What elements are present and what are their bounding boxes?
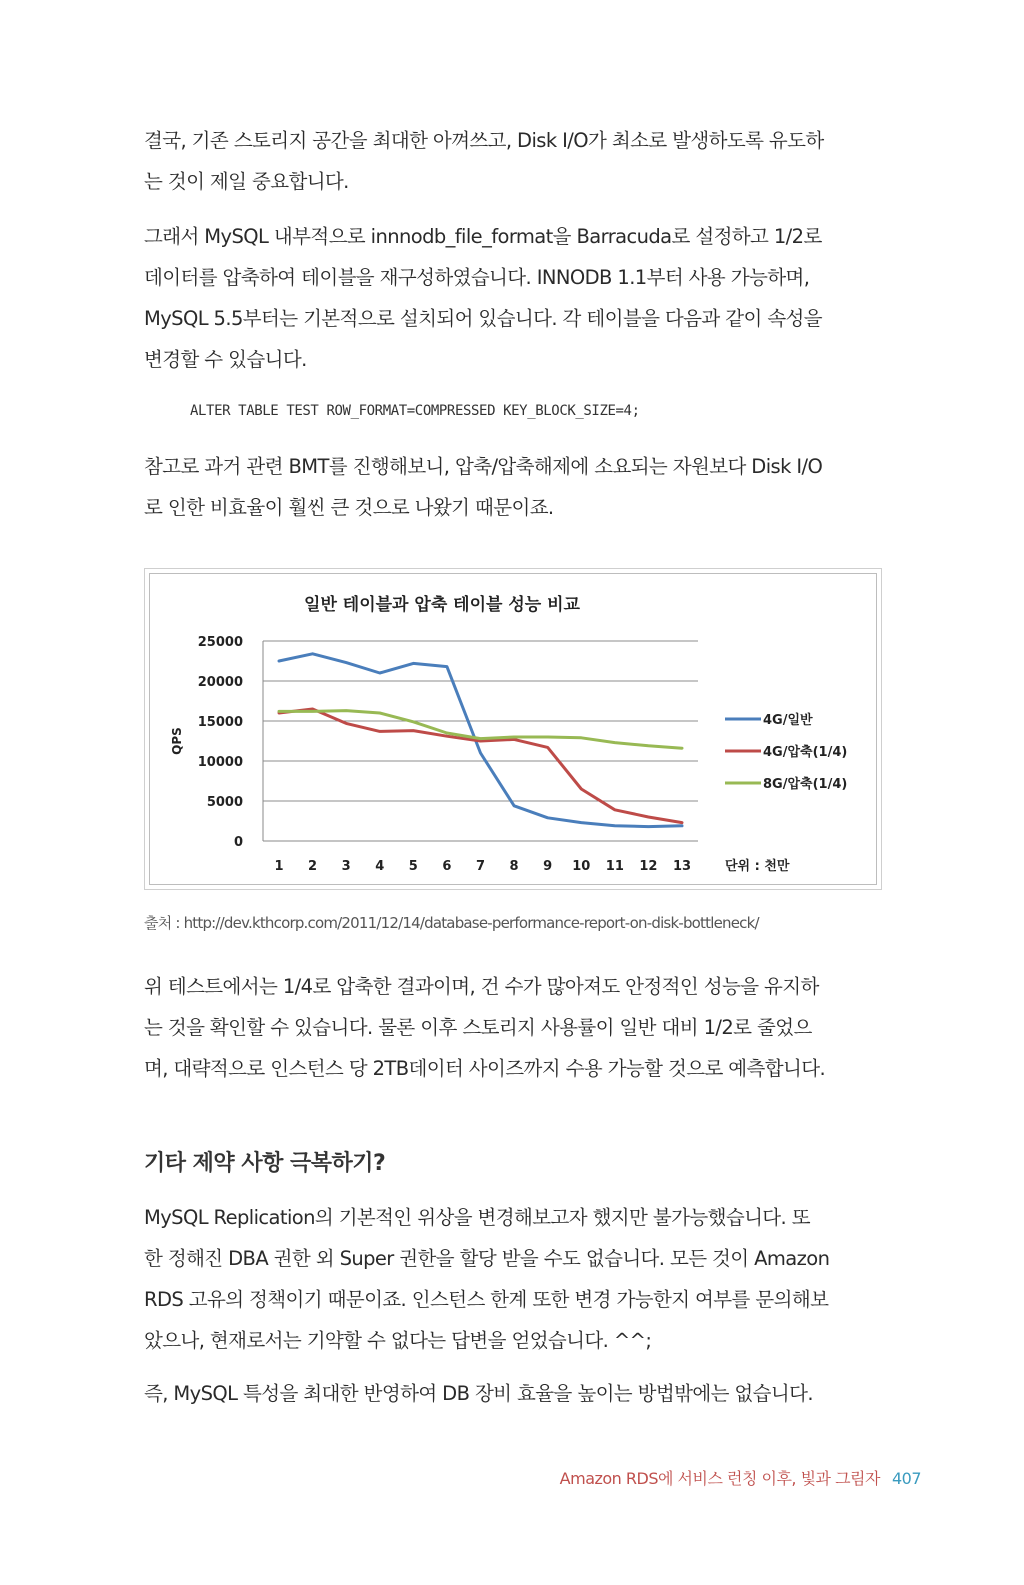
x-tick-label: 7 — [475, 859, 486, 874]
paragraph-line: MySQL Replication의 기본적인 위상을 변경해보고자 했지만 불가능했습니다. 또 — [144, 1206, 810, 1229]
series-line-3 — [279, 711, 682, 749]
paragraph-line: 로 인한 비효율이 훨씬 큰 것으로 나왔기 때문이죠. — [144, 496, 554, 519]
x-tick-label: 1 — [274, 859, 284, 874]
section-heading: 기타 제약 사항 극복하기? — [144, 1151, 386, 1176]
paragraph-line: 결국, 기존 스토리지 공간을 최대한 아껴쓰고, Disk I/O가 최소로 발생하도록 유도하 — [144, 129, 824, 152]
x-tick-label: 5 — [408, 859, 418, 874]
series-line-2 — [279, 709, 682, 823]
chart-unit-note: 단위 : 천만 — [725, 859, 790, 874]
paragraph-line: 변경할 수 있습니다. — [144, 348, 307, 371]
y-tick-label: 15000 — [197, 715, 243, 730]
paragraph-line: 그래서 MySQL 내부적으로 innnodb_file_format을 Barracuda로 설정하고 1/2로 — [144, 225, 822, 248]
chart-title: 일반 테이블과 압축 테이블 성능 비교 — [304, 595, 580, 615]
paragraph-line: 데이터를 압축하여 테이블을 재구성하였습니다. INNODB 1.1부터 사용 가능하며, — [144, 266, 810, 289]
performance-line-chart — [145, 569, 883, 891]
running-title: Amazon RDS에 서비스 런칭 이후, 빛과 그림자 — [559, 1469, 880, 1488]
y-axis-label: QPS — [170, 727, 184, 755]
y-tick-label: 20000 — [197, 675, 243, 690]
paragraph-line: MySQL 5.5부터는 기본적으로 설치되어 있습니다. 각 테이블을 다음과 같이 속성을 — [144, 307, 823, 330]
chart-figure — [144, 568, 882, 890]
paragraph-line: RDS 고유의 정책이기 때문이죠. 인스턴스 한계 또한 변경 가능한지 여부를 문의해보 — [144, 1288, 829, 1311]
x-tick-label: 10 — [572, 859, 591, 874]
paragraph-3 — [144, 446, 884, 528]
x-tick-label: 9 — [543, 859, 553, 874]
paragraph-line: 는 것을 확인할 수 있습니다. 물론 이후 스토리지 사용률이 일반 대비 1/2로 줄었으 — [144, 1016, 812, 1039]
legend-label: 4G/일반 — [763, 713, 813, 728]
x-tick-label: 13 — [672, 859, 692, 874]
y-tick-label: 10000 — [197, 755, 243, 770]
paragraph-line: 즉, MySQL 특성을 최대한 반영하여 DB 장비 효율을 높이는 방법밖에는 없습니다. — [144, 1382, 813, 1405]
x-tick-label: 8 — [509, 859, 519, 874]
paragraph-2 — [144, 216, 884, 380]
y-tick-label: 25000 — [197, 635, 243, 650]
x-tick-label: 2 — [308, 859, 318, 874]
paragraph-4 — [144, 966, 884, 1089]
legend-label: 8G/압축(1/4) — [763, 777, 848, 792]
paragraph-line: 위 테스트에서는 1/4로 압축한 결과이며, 건 수가 많아져도 안정적인 성능을 유지하 — [144, 975, 819, 998]
paragraph-line: 참고로 과거 관련 BMT를 진행해보니, 압축/압축해제에 소요되는 자원보다 Disk I/O — [144, 455, 823, 478]
x-tick-label: 11 — [605, 859, 624, 874]
page-number: 407 — [891, 1469, 921, 1488]
x-tick-label: 4 — [375, 859, 385, 874]
x-tick-label: 12 — [639, 859, 658, 874]
y-tick-label: 0 — [233, 835, 243, 850]
figure-source-caption: 출처 : http://dev.kthcorp.com/2011/12/14/database-performance-report-on-disk-bottleneck/ — [144, 914, 759, 932]
x-tick-label: 6 — [442, 859, 452, 874]
sql-code-line: ALTER TABLE TEST ROW_FORMAT=COMPRESSED KEY_BLOCK_SIZE=4; — [190, 403, 640, 419]
paragraph-5 — [144, 1197, 884, 1361]
x-tick-label: 3 — [341, 859, 351, 874]
paragraph-line: 한 정해진 DBA 권한 외 Super 권한을 할당 받을 수도 없습니다. 모든 것이 Amazon — [144, 1247, 830, 1270]
paragraph-6 — [144, 1373, 884, 1414]
paragraph-line: 며, 대략적으로 인스턴스 당 2TB데이터 사이즈까지 수용 가능할 것으로 예측합니다. — [144, 1057, 826, 1080]
page-footer — [560, 1466, 921, 1489]
y-tick-label: 5000 — [206, 795, 243, 810]
paragraph-line: 았으나, 현재로서는 기약할 수 없다는 답변을 얻었습니다. ^^; — [144, 1329, 652, 1352]
paragraph-line: 는 것이 제일 중요합니다. — [144, 170, 349, 193]
legend-label: 4G/압축(1/4) — [763, 745, 848, 760]
paragraph-1 — [144, 120, 884, 202]
